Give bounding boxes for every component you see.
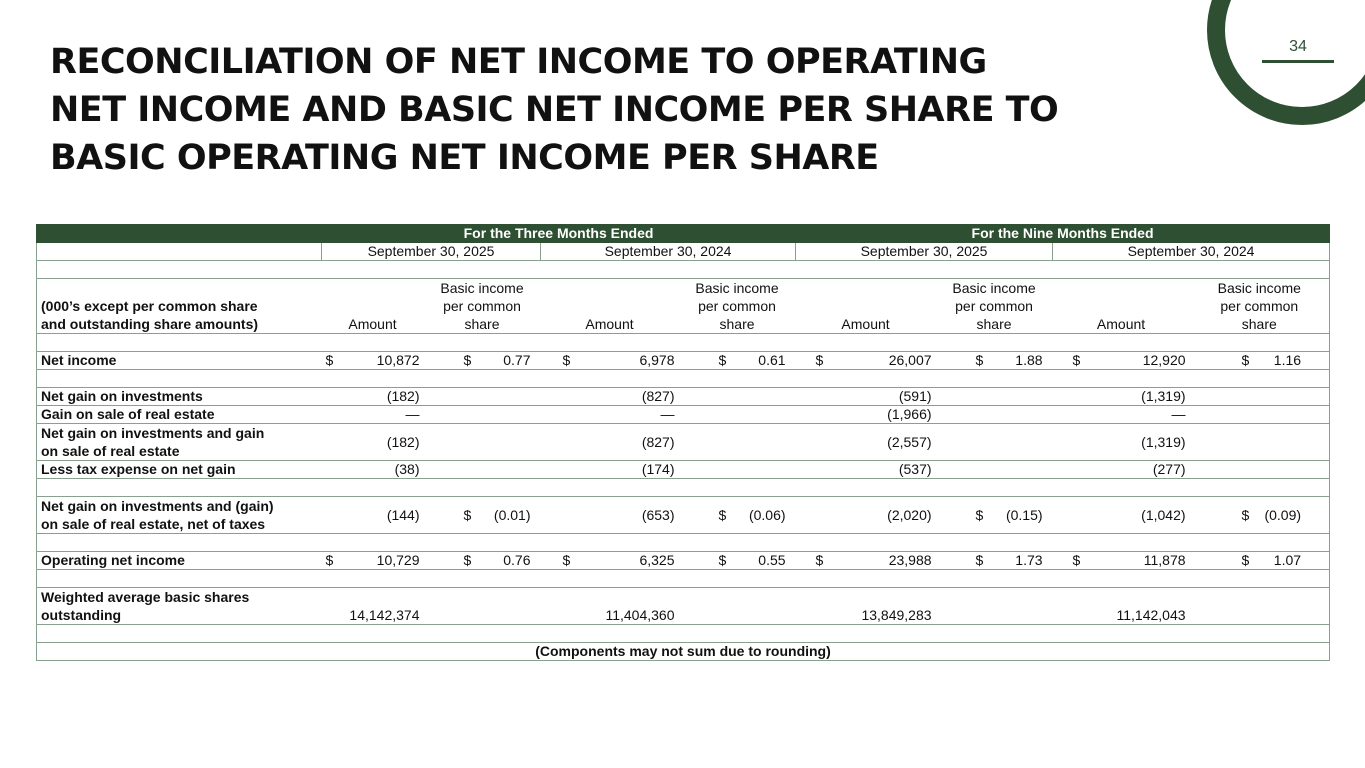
- per-share-cell: $ (0.09): [1190, 497, 1330, 534]
- table-row-less-tax: [37, 461, 1330, 479]
- amount-cell: (827): [541, 424, 679, 461]
- per-share-cell: $ 0.76: [424, 552, 541, 570]
- label-column-header: (000’s except per common share and outstanding share amounts): [37, 279, 322, 334]
- amount-cell: (144): [322, 497, 424, 534]
- date-header: September 30, 2024: [1053, 243, 1330, 261]
- amount-cell: (182): [322, 388, 424, 406]
- per-share-header: Basic income per common share: [1190, 279, 1330, 334]
- date-header: September 30, 2024: [541, 243, 796, 261]
- per-share-cell: $ 1.07: [1190, 552, 1330, 570]
- per-share-cell: $ 0.55: [679, 552, 796, 570]
- shares-cell: 11,142,043: [1053, 588, 1190, 625]
- spacer-row: [37, 261, 1330, 279]
- page-title: [50, 38, 1110, 182]
- amount-header: Amount: [1053, 279, 1190, 334]
- amount-cell: (827): [541, 388, 679, 406]
- spacer-row: [37, 479, 1330, 497]
- per-share-cell: $ (0.06): [679, 497, 796, 534]
- table-row-net-of-taxes: [37, 497, 1330, 534]
- shares-cell: 14,142,374: [322, 588, 424, 625]
- per-share-cell: $ 0.61: [679, 352, 796, 370]
- table-row-gain-sale-real-estate: [37, 406, 1330, 424]
- row-label: Operating net income: [37, 552, 322, 570]
- shares-cell: 11,404,360: [541, 588, 679, 625]
- page-title-line-1: RECONCILIATION OF NET INCOME TO OPERATING: [50, 42, 987, 82]
- table-row-weighted-shares: [37, 588, 1330, 625]
- per-share-cell: $ 1.16: [1190, 352, 1330, 370]
- page-number-underline: [1262, 60, 1334, 63]
- amount-cell: (1,966): [796, 406, 936, 424]
- per-share-cell: $ 1.73: [936, 552, 1053, 570]
- dates-row: [37, 243, 1330, 261]
- amount-cell: (591): [796, 388, 936, 406]
- amount-header: Amount: [541, 279, 679, 334]
- amount-cell: (1,042): [1053, 497, 1190, 534]
- amount-cell: —: [322, 406, 424, 424]
- date-header: September 30, 2025: [796, 243, 1053, 261]
- amount-header: Amount: [796, 279, 936, 334]
- amount-cell: $ 10,729: [322, 552, 424, 570]
- row-label: Net gain on investments and (gain) on sale of real estate, net of taxes: [37, 497, 322, 534]
- amount-cell: $ 12,920: [1053, 352, 1190, 370]
- nine-months-header: For the Nine Months Ended: [796, 225, 1330, 243]
- page-title-line-2: NET INCOME AND BASIC NET INCOME PER SHARE TO: [50, 90, 1059, 130]
- amount-cell: (537): [796, 461, 936, 479]
- row-label: Net income: [37, 352, 322, 370]
- table-row-net-income: [37, 352, 1330, 370]
- spacer-row: [37, 625, 1330, 643]
- per-share-cell: $ 0.77: [424, 352, 541, 370]
- amount-header: Amount: [322, 279, 424, 334]
- row-label: Weighted average basic shares outstanding: [37, 588, 322, 625]
- row-label: Gain on sale of real estate: [37, 406, 322, 424]
- spacer-row: [37, 370, 1330, 388]
- per-share-cell: $ (0.01): [424, 497, 541, 534]
- period-group-header-row: [37, 225, 1330, 243]
- amount-cell: (2,557): [796, 424, 936, 461]
- per-share-header: Basic income per common share: [679, 279, 796, 334]
- spacer-row: [37, 534, 1330, 552]
- column-header-row: [37, 279, 1330, 334]
- amount-cell: (2,020): [796, 497, 936, 534]
- row-label: Less tax expense on net gain: [37, 461, 322, 479]
- amount-cell: (182): [322, 424, 424, 461]
- amount-cell: (277): [1053, 461, 1190, 479]
- three-months-header: For the Three Months Ended: [322, 225, 796, 243]
- per-share-header: Basic income per common share: [936, 279, 1053, 334]
- amount-cell: $ 6,325: [541, 552, 679, 570]
- header-blank: [37, 225, 322, 243]
- decorative-ring: [1202, 0, 1365, 130]
- amount-cell: (653): [541, 497, 679, 534]
- page-number: 34: [1289, 38, 1307, 55]
- shares-cell: 13,849,283: [796, 588, 936, 625]
- spacer-row: [37, 334, 1330, 352]
- footnote: (Components may not sum due to rounding): [37, 643, 1330, 661]
- amount-cell: $ 10,872: [322, 352, 424, 370]
- amount-cell: (38): [322, 461, 424, 479]
- amount-cell: (1,319): [1053, 424, 1190, 461]
- spacer-row: [37, 570, 1330, 588]
- per-share-cell: $ 1.88: [936, 352, 1053, 370]
- amount-cell: $ 23,988: [796, 552, 936, 570]
- date-header: September 30, 2025: [322, 243, 541, 261]
- per-share-cell: $ (0.15): [936, 497, 1053, 534]
- amount-cell: $ 11,878: [1053, 552, 1190, 570]
- row-label: Net gain on investments: [37, 388, 322, 406]
- row-label: Net gain on investments and gain on sale of real estate: [37, 424, 322, 461]
- amount-cell: —: [1053, 406, 1190, 424]
- amount-cell: $ 6,978: [541, 352, 679, 370]
- table-row-net-gain-investments: [37, 388, 1330, 406]
- amount-cell: (174): [541, 461, 679, 479]
- table-row-net-gain-combined: [37, 424, 1330, 461]
- amount-cell: (1,319): [1053, 388, 1190, 406]
- reconciliation-table: [36, 224, 1330, 661]
- per-share-header: Basic income per common share: [424, 279, 541, 334]
- amount-cell: —: [541, 406, 679, 424]
- footnote-row: [37, 643, 1330, 661]
- amount-cell: $ 26,007: [796, 352, 936, 370]
- page-title-line-3: BASIC OPERATING NET INCOME PER SHARE: [50, 138, 879, 178]
- table-row-operating-net-income: [37, 552, 1330, 570]
